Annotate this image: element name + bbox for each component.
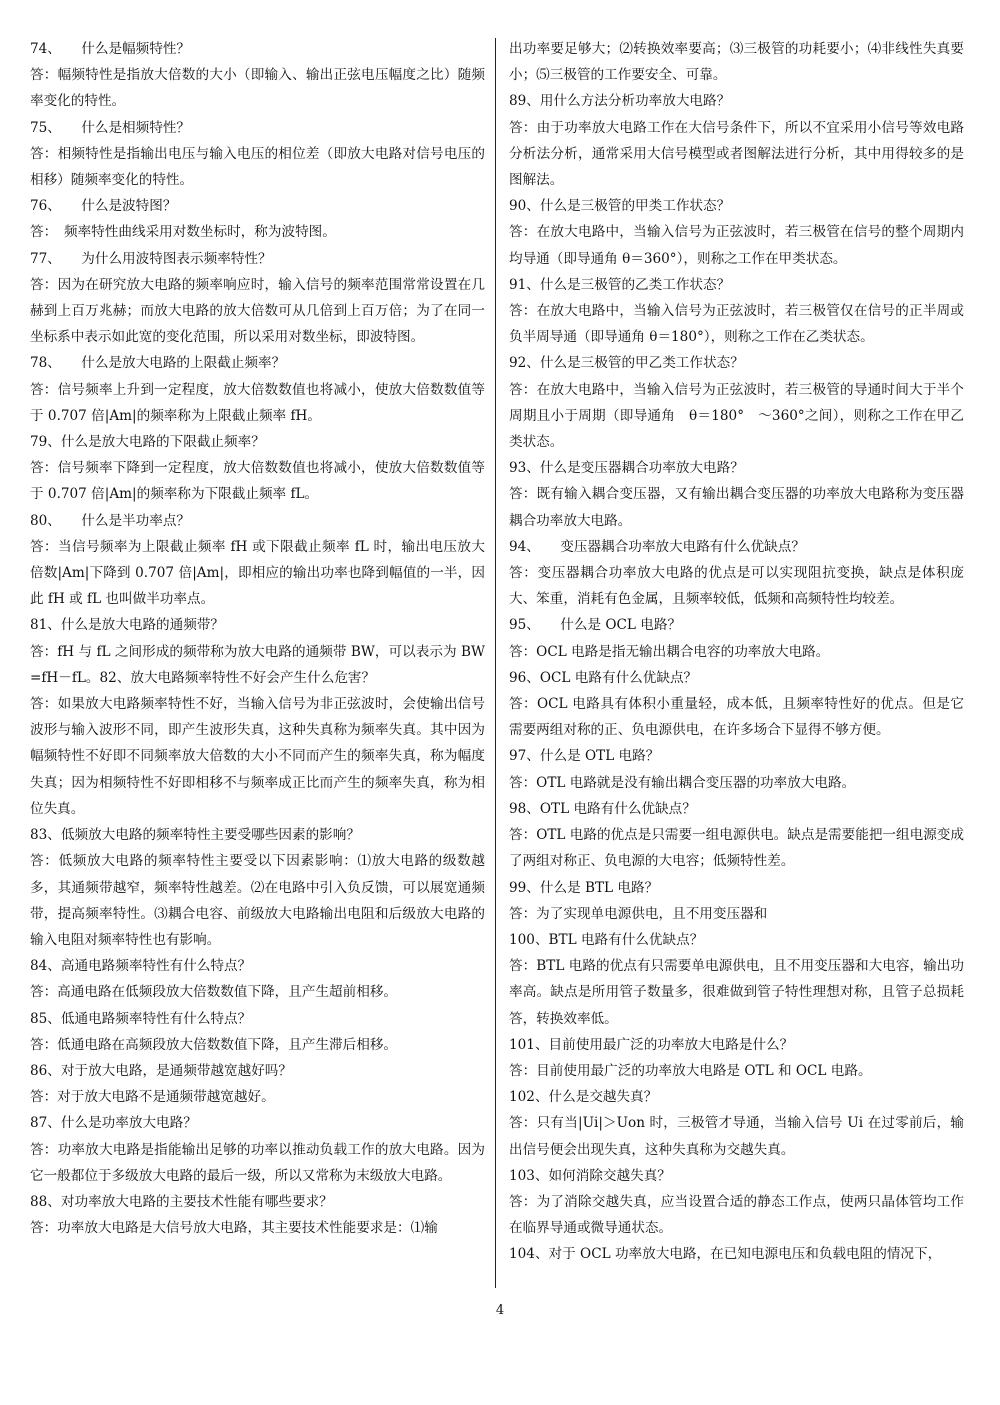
question-heading: 93、什么是变压器耦合功率放大电路？ [509,460,744,477]
page-number: 4 [495,1303,505,1318]
answer-paragraph: 答：当信号频率为上限截止频率 fH 或下限截止频率 fL 时，输出电压放大倍数|Am|下降到 0.707 倍|Am|，即相应的输出功率也降到幅值的一半，因此 fH 或 fL 也叫做半功率点。 [30,538,485,608]
answer-paragraph: 答：相频特性是指输出电压与输入电压的相位差（即放大电路对信号电压的相移）随频率变化的特性。 [30,145,485,189]
answer-paragraph: 答：低频放大电路的频率特性主要受以下因素影响：⑴放大电路的级数越多，其通频带越窄，频率特性越差。⑵在电路中引入负反馈，可以展宽通频带，提高频率特性。⑶耦合电容、前级放大电路输出电阻和后级放大电路的输入电阻对频率特性也有影响。 [30,853,485,948]
question-heading: 81、什么是放大电路的通频带？ [30,617,225,634]
question-heading: 83、低频放大电路的频率特性主要受哪些因素的影响？ [30,827,360,844]
answer-paragraph: 答：低通电路在高频段放大倍数数值下降，且产生滞后相移。 [30,1036,398,1053]
answer-paragraph: 答：OTL 电路的优点是只需要一组电源供电。缺点是需要能把一组电源变成了两组对称正、负电源的大电容；低频特性差。 [509,827,964,870]
answer-paragraph: 答：信号频率上升到一定程度，放大倍数数值也将减小，使放大倍数数值等于 0.707 倍|Am|的频率称为上限截止频率 fH。 [30,381,485,424]
question-heading: 101、目前使用最广泛的功率放大电路是什么？ [509,1036,794,1053]
answer-paragraph: 答：为了实现单电源供电，且不用变压器和 [509,905,768,922]
answer-paragraph: 答：fH 与 fL 之间形成的频带称为放大电路的通频带 BW，可以表示为 BW =fH－fL。82、放大电路频率特性不好会产生什么危害？ [30,643,485,686]
question-heading: 84、高通电路频率特性有什么特点？ [30,958,252,975]
question-heading: 78、 什么是放大电路的上限截止频率？ [30,355,286,372]
question-heading: 95、 什么是 OCL 电路？ [509,617,682,634]
question-heading: 104、对于 OCL 功率放大电路，在已知电源电压和负载电阻的情况下， [509,1246,942,1263]
question-heading: 99、什么是 BTL 电路？ [509,879,659,896]
answer-paragraph: 答：因为在研究放大电路的频率响应时，输入信号的频率范围常常设置在几赫到上百万兆赫；而放大电路的放大倍数可从几倍到上百万倍；为了在同一坐标系中表示如此宽的变化范围，所以采用对数坐标，即波特图。 [30,276,485,346]
answer-paragraph: 出功率要足够大；⑵转换效率要高；⑶三极管的功耗要小；⑷非线性失真要小；⑸三极管的工作要安全、可靠。 [509,41,964,84]
question-heading: 91、什么是三极管的乙类工作状态？ [509,276,731,293]
question-heading: 97、什么是 OTL 电路？ [509,748,660,765]
answer-paragraph: 答：由于功率放大电路工作在大信号条件下，所以不宜采用小信号等效电路分析法分析，通常采用大信号模型或者图解法进行分析，其中用得较多的是图解法。 [509,119,964,189]
question-heading: 98、OTL 电路有什么优缺点？ [509,800,696,817]
right-column [509,36,964,1268]
question-heading: 85、低通电路频率特性有什么特点？ [30,1010,252,1027]
question-heading: 76、 什么是波特图？ [30,198,177,215]
question-heading: 86、对于放大电路，是通频带越宽越好吗？ [30,1062,292,1079]
answer-paragraph: 答：只有当|Ui|＞Uon 时，三极管才导通，当输入信号 Ui 在过零前后，输出信号便会出现失真，这种失真称为交越失真。 [509,1115,964,1158]
question-heading: 88、对功率放大电路的主要技术性能有哪些要求？ [30,1193,333,1210]
question-heading: 102、什么是交越失真？ [509,1089,658,1106]
answer-paragraph: 答：在放大电路中，当输入信号为正弦波时，若三极管仅在信号的正半周或负半周导通（即导通角 θ＝180°），则称之工作在乙类状态。 [509,303,964,346]
column-divider [495,38,496,1288]
question-heading: 77、 为什么用波特图表示频率特性？ [30,250,272,267]
answer-paragraph: 答：如果放大电路频率特性不好，当输入信号为非正弦波时，会使输出信号波形与输入波形不同，即产生波形失真，这种失真称为频率失真。其中因为幅频特性不好即不同频率放大倍数的大小不同而产生的频率失真，称为幅度失真；因为相频特性不好即相移不与频率成正比而产生的频率失真，称为相位失真。 [30,696,485,817]
answer-paragraph: 答：既有输入耦合变压器，又有输出耦合变压器的功率放大电路称为变压器耦合功率放大电路。 [509,486,964,529]
answer-paragraph: 答：功率放大电路是指能输出足够的功率以推动负载工作的放大电路。因为它一般都位于多级放大电路的最后一级，所以又常称为末级放大电路。 [30,1141,485,1184]
answer-paragraph: 答：高通电路在低频段放大倍数数值下降，且产生超前相移。 [30,984,398,1001]
answer-paragraph: 答：目前使用最广泛的功率放大电路是 OTL 和 OCL 电路。 [509,1062,872,1079]
question-heading: 103、如何消除交越失真？ [509,1167,671,1184]
question-heading: 74、 什么是幅频特性？ [30,41,191,57]
answer-paragraph: 答：OTL 电路就是没有输出耦合变压器的功率放大电路。 [509,774,856,791]
answer-paragraph: 答：BTL 电路的优点有只需要单电源供电，且不用变压器和大电容，输出功率高。缺点是所用管子数量多，很难做到管子特性理想对称，且管子总损耗答，转换效率低。 [509,958,964,1027]
answer-paragraph: 答：在放大电路中，当输入信号为正弦波时，若三极管在信号的整个周期内均导通（即导通角 θ＝360°），则称之工作在甲类状态。 [509,224,964,267]
question-heading: 94、 变压器耦合功率放大电路有什么优缺点？ [509,538,805,555]
left-column [30,36,485,1241]
answer-paragraph: 答： 频率特性曲线采用对数坐标时，称为波特图。 [30,224,336,241]
question-heading: 100、BTL 电路有什么优缺点？ [509,931,704,948]
answer-paragraph: 答：幅频特性是指放大倍数的大小（即输入、输出正弦电压幅度之比）随频率变化的特性。 [30,67,485,110]
answer-paragraph: 答：OCL 电路是指无输出耦合电容的功率放大电路。 [509,643,830,660]
answer-paragraph: 答：对于放大电路不是通频带越宽越好。 [30,1089,275,1106]
question-heading: 96、OCL 电路有什么优缺点？ [509,669,698,686]
question-heading: 79、什么是放大电路的下限截止频率？ [30,434,265,451]
question-heading: 87、什么是功率放大电路？ [30,1115,197,1132]
question-heading: 92、什么是三极管的甲乙类工作状态？ [509,355,744,372]
answer-paragraph: 答：在放大电路中，当输入信号为正弦波时，若三极管的导通时间大于半个周期且小于周期（即导通角 θ＝180° ～360°之间），则称之工作在甲乙类状态。 [509,381,964,451]
answer-paragraph: 答：信号频率下降到一定程度，放大倍数数值也将减小，使放大倍数数值等于 0.707 倍|Am|的频率称为下限截止频率 fL。 [30,460,485,503]
question-heading: 90、什么是三极管的甲类工作状态？ [509,198,731,215]
answer-paragraph: 答：为了消除交越失真，应当设置合适的静态工作点，使两只晶体管均工作在临界导通或微导通状态。 [509,1193,964,1237]
answer-paragraph: 答：变压器耦合功率放大电路的优点是可以实现阻抗变换，缺点是体积庞大、笨重，消耗有色金属，且频率较低，低频和高频特性均较差。 [509,565,964,608]
answer-paragraph: 答：OCL 电路具有体积小重量轻，成本低，且频率特性好的优点。但是它需要两组对称的正、负电源供电，在许多场合下显得不够方便。 [509,696,964,739]
question-heading: 80、 什么是半功率点？ [30,512,191,529]
answer-paragraph: 答：功率放大电路是大信号放大电路，其主要技术性能要求是：⑴输 [30,1220,438,1237]
question-heading: 75、 什么是相频特性？ [30,119,191,136]
question-heading: 89、用什么方法分析功率放大电路？ [509,93,731,110]
